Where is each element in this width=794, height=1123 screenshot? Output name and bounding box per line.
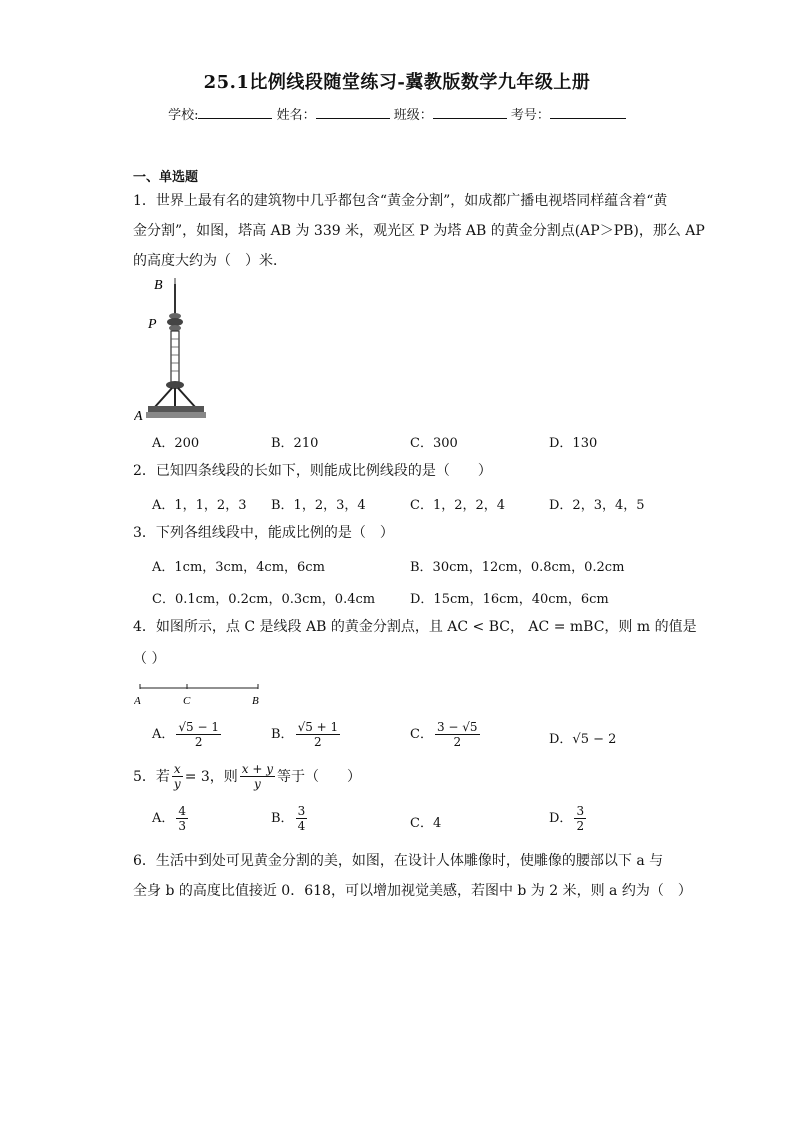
q1-option-a: A．200: [152, 436, 200, 451]
q5-option-d: [549, 804, 588, 833]
q3-option-b: B．30cm，12cm，0.8cm，0.2cm: [410, 560, 625, 575]
q2-option-d: D．2，3，4，5: [549, 498, 645, 513]
q5-stem: [133, 762, 361, 791]
q4-option-b-denominator: 2: [314, 735, 322, 749]
tower-label-p: P: [148, 317, 157, 332]
q5-option-c: C．4: [410, 816, 442, 831]
class-label: 班级：: [393, 108, 433, 123]
q5-f2-numerator: x + y: [241, 762, 274, 776]
q4-option-b-numerator: √5 + 1: [297, 720, 339, 734]
q4-option-a-numerator: √5 − 1: [178, 720, 219, 734]
q6-line1: 6．生活中到处可见黄金分割的美，如图，在设计人体雕像时，使雕像的腰部以下 a 与: [133, 853, 664, 869]
q5-mid: = 3，则: [184, 768, 238, 785]
q2-option-b: B．1，2，3，4: [271, 498, 366, 513]
q4-option-b-fraction: [296, 720, 341, 749]
page-title: 25.1比例线段随堂练习-冀教版数学九年级上册: [203, 72, 591, 93]
section-title: 一、单选题: [133, 170, 199, 185]
q3-stem: 3．下列各组线段中，能成比例的是（ ）: [133, 525, 394, 541]
name-blank: [316, 106, 390, 119]
q5-option-d-denominator: 2: [576, 819, 585, 833]
q4-option-a: [152, 720, 223, 749]
school-label: 学校:: [168, 108, 199, 123]
q2-option-c: C．1，2，2，4: [410, 498, 506, 513]
q1-line3: 的高度大约为（ ）米．: [133, 253, 287, 269]
school-blank: [198, 106, 272, 119]
q5-f1-numerator: x: [173, 762, 181, 776]
q1-line2: 金分割”，如图，塔高 AB 为 339 米，观光区 P 为塔 AB 的黄金分割点(AP＞PB)，那么 AP: [133, 223, 705, 239]
exam-no-label: 考号：: [510, 108, 550, 123]
q4-option-d: D．√5 − 2: [549, 732, 617, 747]
q5-fraction-x-over-y: [172, 762, 183, 791]
q1-option-b: B．210: [271, 436, 319, 451]
q5-option-d-numerator: 3: [576, 804, 585, 818]
q5-option-a-denominator: 3: [178, 819, 187, 833]
tower-figure: [134, 276, 210, 424]
q4-option-c: [410, 720, 482, 749]
q4-option-a-denominator: 2: [194, 735, 203, 749]
q4-option-c-denominator: 2: [453, 735, 462, 749]
q5-option-b-label: B．: [271, 811, 294, 826]
q5-option-b-numerator: 3: [297, 804, 306, 818]
segment-label-b: B: [252, 695, 259, 707]
q4-line2: （ ）: [133, 651, 166, 667]
q5-option-b: [271, 804, 309, 833]
q2-stem: 2．已知四条线段的长如下，则能成比例线段的是（ ）: [133, 463, 492, 479]
class-blank: [433, 106, 507, 119]
q4-option-c-fraction: [435, 720, 480, 749]
segment-label-a: A: [134, 695, 141, 707]
q1-option-d: D．130: [549, 436, 598, 451]
q5-fraction-xy-over-y: [240, 762, 275, 791]
q5-prefix: 5．若: [133, 768, 170, 785]
q5-option-b-fraction: [296, 804, 308, 833]
q1-line1: 1．世界上最有名的建筑物中几乎都包含“黄金分割”，如成都广播电视塔同样蕴含着“黄: [133, 193, 668, 209]
q5-option-d-fraction: [574, 804, 586, 833]
segment-label-c: C: [183, 695, 191, 707]
q3-option-d: D．15cm，16cm，40cm，6cm: [410, 592, 609, 607]
q4-option-a-fraction: [176, 720, 221, 749]
q1-option-c: C．300: [410, 436, 458, 451]
q5-option-a-label: A．: [152, 811, 175, 826]
q3-option-a: A．1cm，3cm，4cm，6cm: [152, 560, 325, 575]
q5-suffix: 等于（ ）: [277, 768, 362, 785]
q4-line1: 4．如图所示，点 C 是线段 AB 的黄金分割点，且 AC < BC， AC = mBC，则 m 的值是: [133, 619, 697, 635]
tower-label-a: A: [134, 409, 143, 424]
q4-option-c-numerator: 3 − √5: [436, 720, 478, 734]
q2-option-a: A．1，1，2，3: [152, 498, 247, 513]
q5-option-d-label: D．: [549, 811, 573, 826]
q3-option-c: C．0.1cm，0.2cm，0.3cm，0.4cm: [152, 592, 376, 607]
q5-option-b-denominator: 4: [297, 819, 306, 833]
q4-option-b: [271, 720, 342, 749]
tower-label-b: B: [154, 278, 163, 293]
q5-f2-denominator: y: [254, 777, 261, 791]
q5-option-a-numerator: 4: [178, 804, 187, 818]
q5-f1-denominator: y: [173, 777, 181, 791]
exam-no-blank: [550, 106, 626, 119]
q4-option-a-label: A．: [152, 727, 175, 742]
q6-line2: 全身 b 的高度比值接近 0．618，可以增加视觉美感，若图中 b 为 2 米，则 a 约为（ ）: [133, 883, 692, 899]
q4-option-b-label: B．: [271, 727, 294, 742]
q5-option-a: [152, 804, 190, 833]
student-info-row: [0, 104, 794, 123]
q5-option-a-fraction: [176, 804, 188, 833]
name-label: 姓名：: [276, 108, 316, 123]
q4-option-c-label: C．: [410, 727, 433, 742]
segment-figure: [134, 680, 264, 708]
